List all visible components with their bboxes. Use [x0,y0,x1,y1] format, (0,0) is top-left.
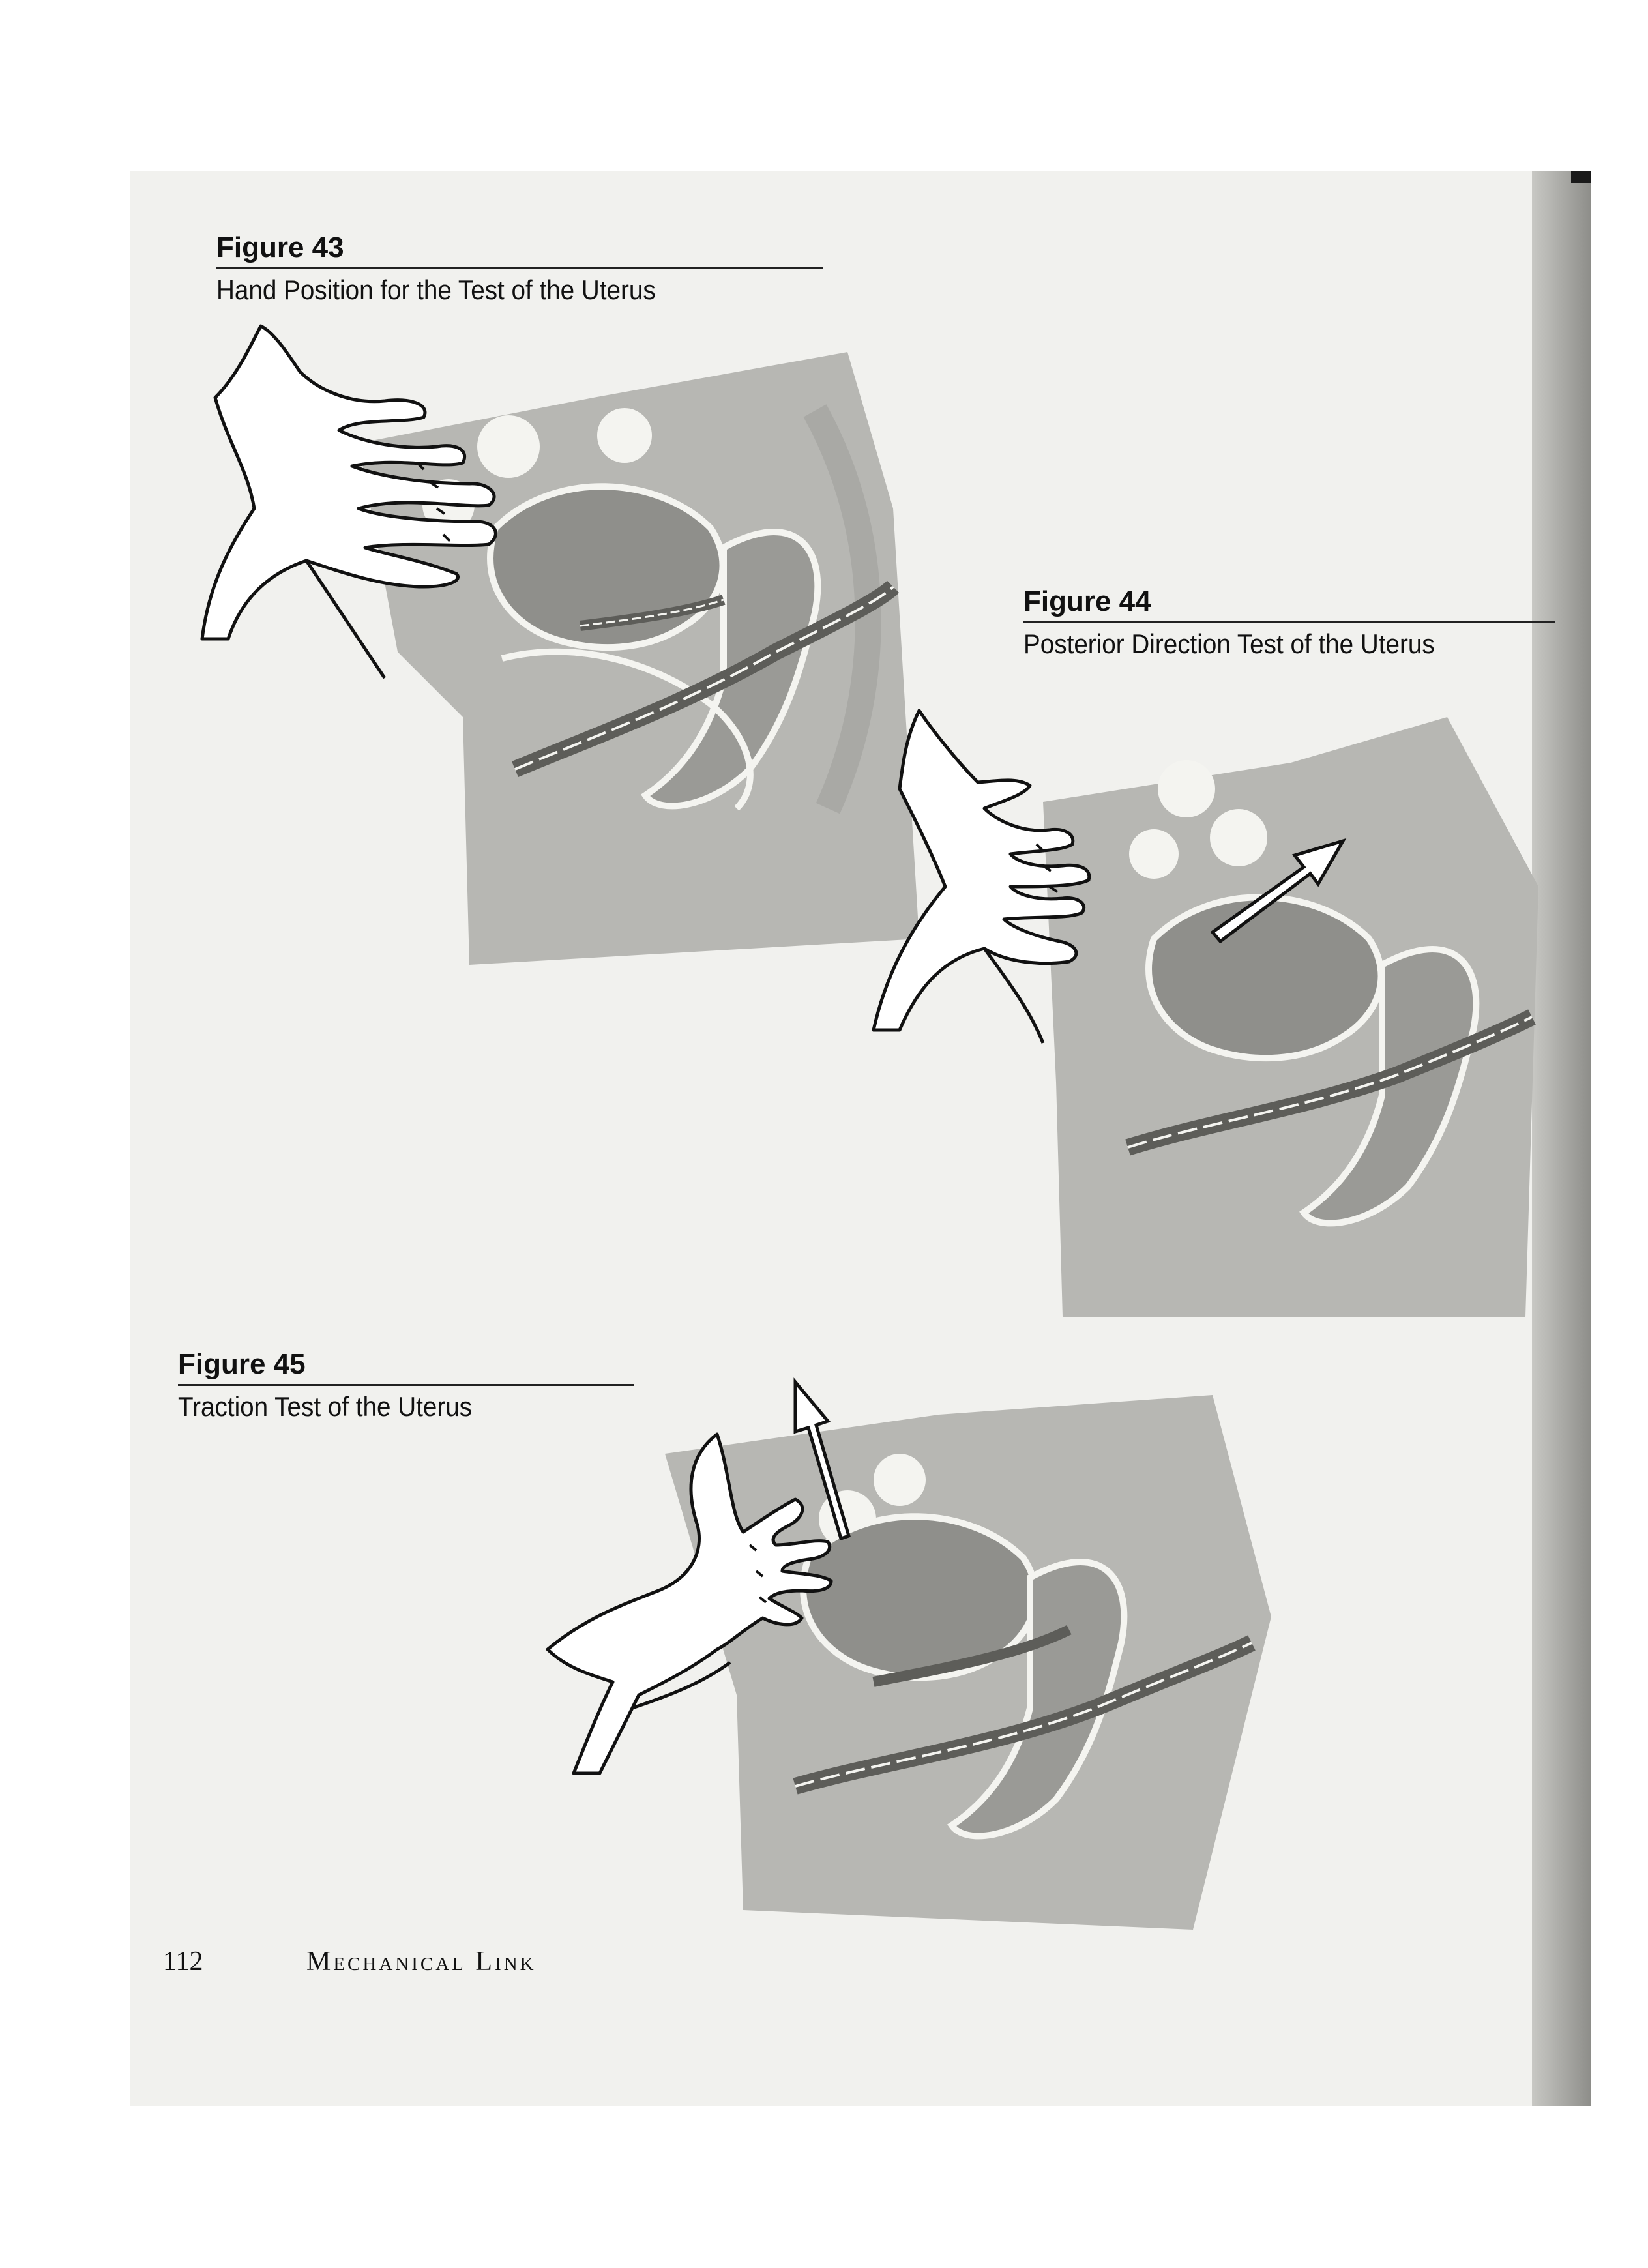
figure-43-illustration [189,313,945,965]
bowel-loop [1158,760,1215,817]
figure-43-caption [216,229,823,307]
bowel-loop [597,408,652,463]
bowel-loop [1129,829,1179,879]
page-edge [1571,171,1591,183]
figure-44-title: Posterior Direction Test of the Uterus [1023,628,1435,659]
figure-43-rule [216,267,823,269]
figure-45-title: Traction Test of the Uterus [178,1391,473,1422]
pelvis-section [665,1395,1271,1930]
bowel-loop [874,1454,926,1506]
running-head: Mechanical Link [306,1947,537,1977]
figure-43-title: Hand Position for the Test of the Uterus [216,274,656,305]
pelvis-section [1043,717,1538,1317]
figure-45-illustration [535,1356,1512,1943]
page-number: 112 [163,1947,203,1977]
figure-44-caption [1023,583,1555,661]
pelvis-section [359,352,919,965]
bowel-loop [1210,809,1267,866]
figure-44-number: Figure 44 [1023,585,1151,617]
figure-45-number: Figure 45 [178,1348,306,1380]
uterus [1149,897,1381,1058]
figure-44-rule [1023,621,1555,623]
figure-43-number: Figure 43 [216,231,344,263]
figure-44-illustration [847,691,1584,1343]
bowel-loop [477,415,540,478]
